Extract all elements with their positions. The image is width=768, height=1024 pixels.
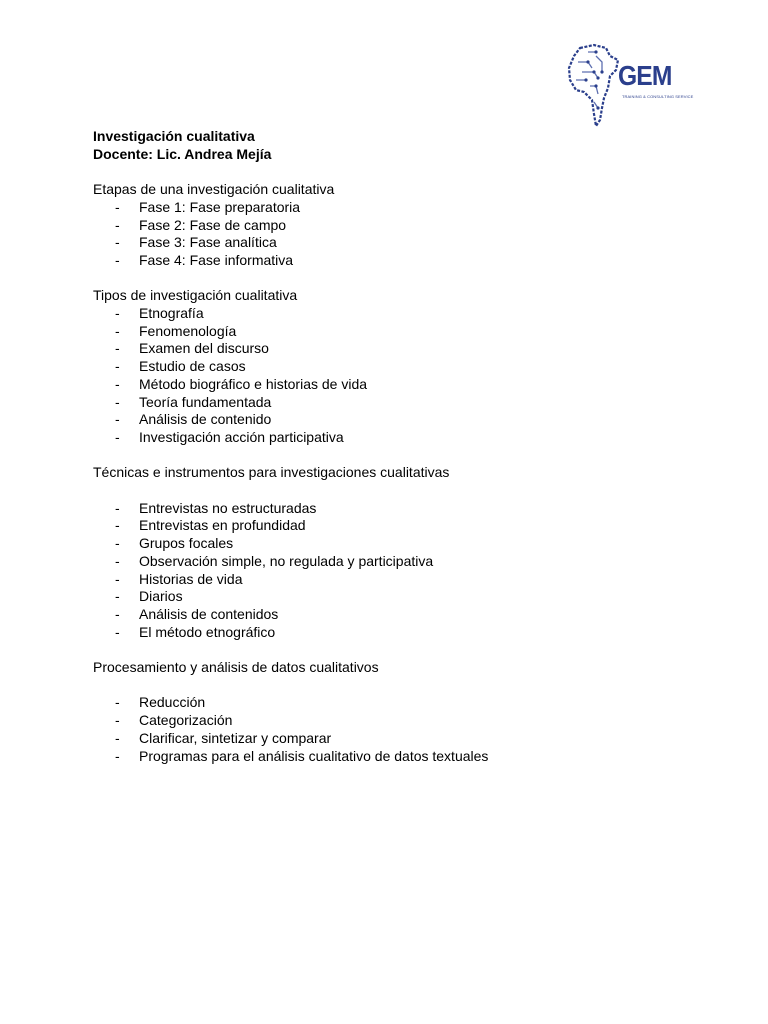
section-list-tecnicas bbox=[93, 500, 693, 642]
list-item: - Entrevistas en profundidad bbox=[115, 517, 306, 534]
list-item: - Grupos focales bbox=[115, 535, 234, 552]
list-item: - Examen del discurso bbox=[115, 340, 269, 357]
list-item: - Método biográfico e historias de vida bbox=[115, 375, 368, 392]
list-item: - El método etnográfico bbox=[115, 623, 276, 640]
list-item: - Observación simple, no regulada y participativa bbox=[115, 552, 434, 569]
section-list-etapas bbox=[93, 199, 693, 270]
list-item: - Entrevistas no estructuradas bbox=[115, 499, 317, 516]
list-item: - Fase 2: Fase de campo bbox=[115, 216, 287, 233]
list-item: - Teoría fundamentada bbox=[115, 393, 272, 410]
section-heading-etapas: Etapas de una investigación cualitativa bbox=[93, 181, 335, 198]
list-item: - Fase 4: Fase informativa bbox=[115, 251, 294, 268]
list-item: - Categorización bbox=[115, 712, 233, 729]
section-list-procesamiento bbox=[93, 694, 693, 765]
section-heading-tecnicas: Técnicas e instrumentos para investigaciones cualitativas bbox=[93, 464, 450, 481]
list-item: - Fase 3: Fase analítica bbox=[115, 234, 277, 251]
teacher-line: Docente: Lic. Andrea Mejía bbox=[93, 145, 272, 162]
list-item: - Análisis de contenidos bbox=[115, 605, 279, 622]
list-item: - Análisis de contenido bbox=[115, 411, 272, 428]
list-item: - Estudio de casos bbox=[115, 358, 246, 375]
section-heading-procesamiento: Procesamiento y análisis de datos cualitativos bbox=[93, 659, 379, 676]
logo-wordmark: GEM bbox=[618, 60, 672, 91]
list-item: - Reducción bbox=[115, 694, 206, 711]
list-item: - Fenomenología bbox=[115, 322, 237, 339]
list-item: - Historias de vida bbox=[115, 570, 243, 587]
list-item: - Programas para el análisis cualitativo de datos textuales bbox=[115, 747, 489, 764]
list-item: - Clarificar, sintetizar y comparar bbox=[115, 729, 332, 746]
africa-circuit-icon bbox=[566, 42, 626, 128]
list-item: - Etnografía bbox=[115, 305, 204, 321]
section-list-tipos bbox=[93, 305, 693, 447]
document-title: Investigación cualitativa bbox=[93, 128, 255, 144]
section-heading-tipos: Tipos de investigación cualitativa bbox=[93, 287, 298, 304]
list-item: - Investigación acción participativa bbox=[115, 428, 344, 445]
logo-tagline: TRAINING & CONSULTING SERVICE bbox=[622, 94, 694, 99]
list-item: - Diarios bbox=[115, 588, 183, 605]
document-body bbox=[93, 128, 693, 765]
gem-logo bbox=[566, 42, 694, 128]
list-item: - Fase 1: Fase preparatoria bbox=[115, 198, 301, 215]
